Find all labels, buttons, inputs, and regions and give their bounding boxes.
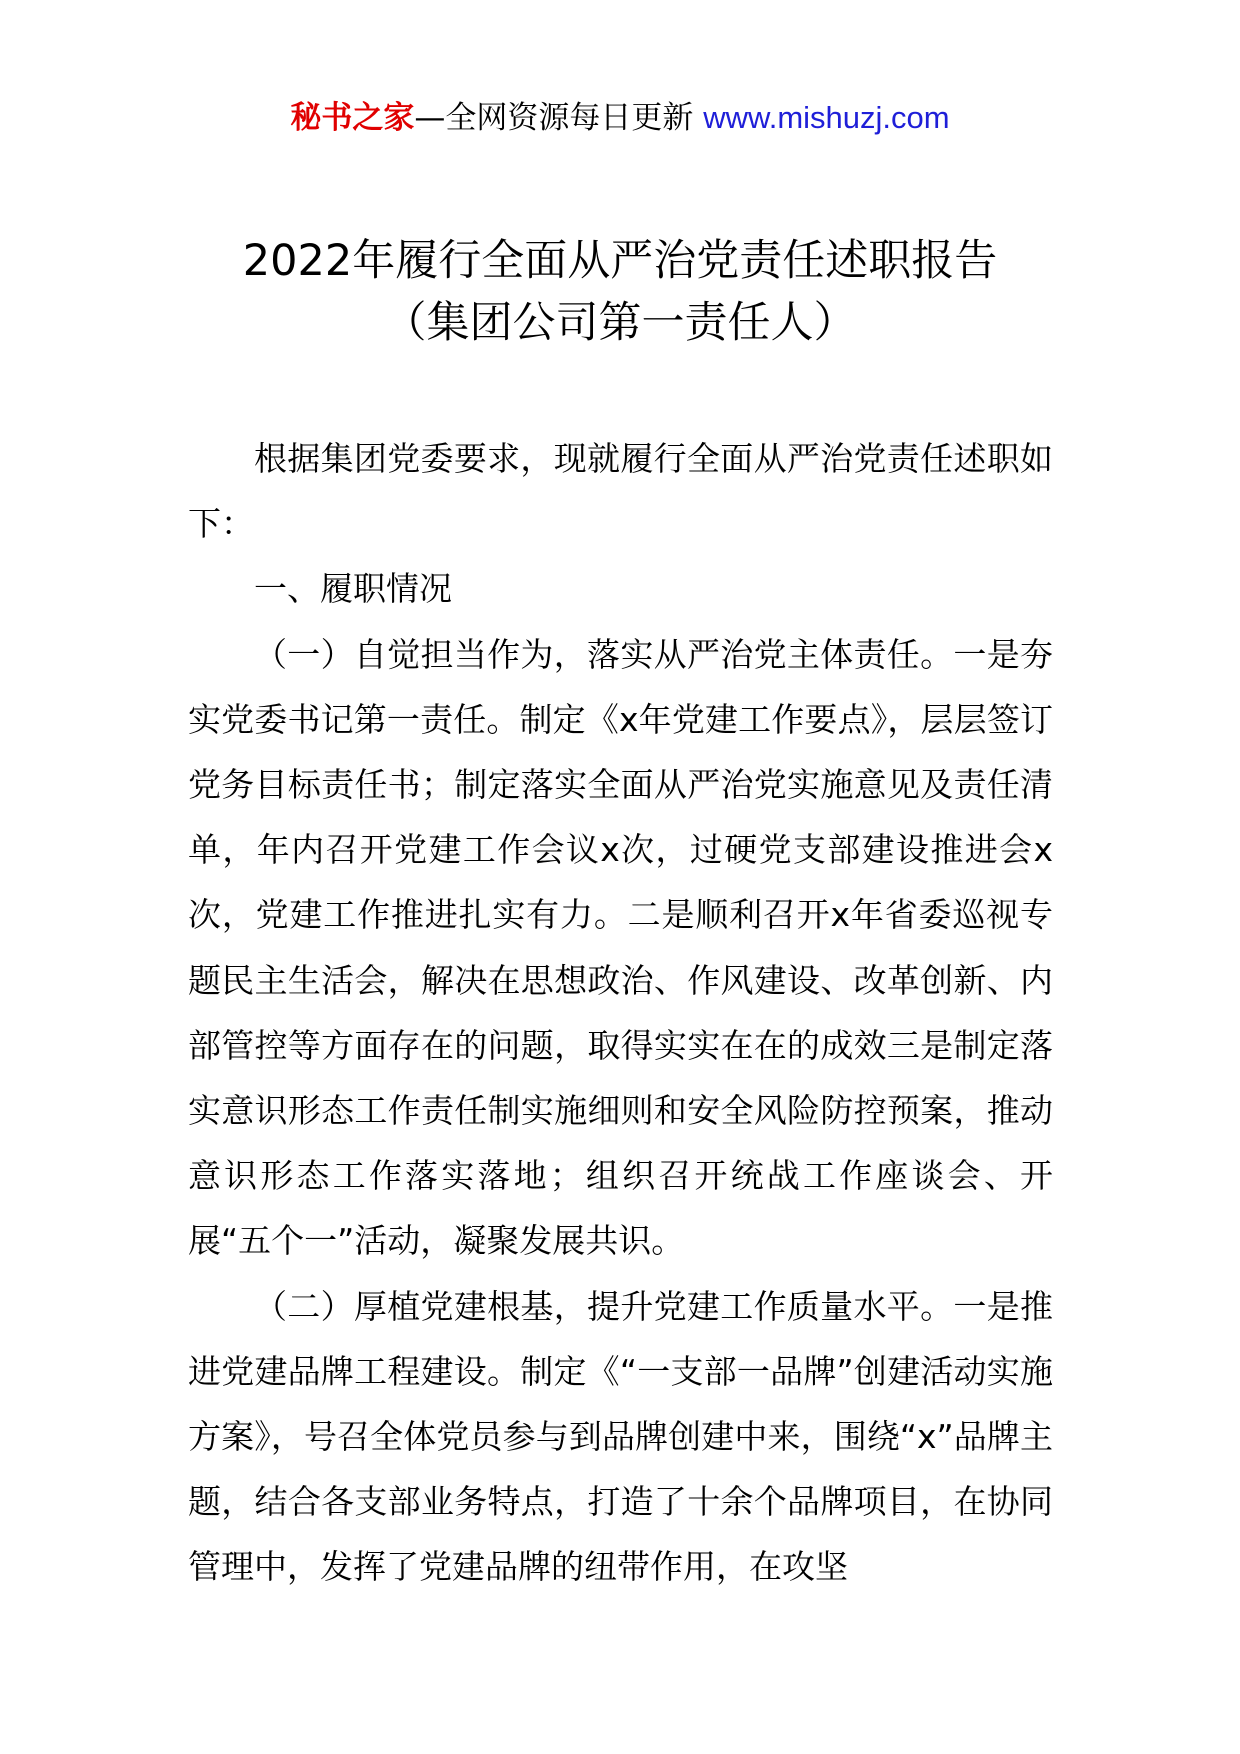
title-line-2: （集团公司第一责任人） — [383, 298, 857, 348]
site-header — [0, 98, 1240, 138]
intro-paragraph: 根据集团党委要求，现就履行全面从严治党责任述职如下： — [188, 439, 1053, 544]
site-brand: 秘书之家 — [290, 100, 415, 136]
site-url-link[interactable]: www.mishuzj.com — [703, 100, 950, 135]
paragraph-2: （二）厚植党建根基，提升党建工作质量水平。一是推进党建品牌工程建设。制定《“一支部一品牌”创建活动实施方案》，号召全体党员参与到品牌创建中来，围绕“x”品牌主题，结合各支部业务特点，打造了十余个品牌项目，在协同管理中，发挥了党建品牌的纽带作用，在攻坚 — [188, 1286, 1053, 1587]
site-tagline: —全网资源每日更新 — [414, 100, 694, 136]
section-heading: 一、履职情况 — [254, 569, 452, 609]
paragraph-1: （一）自觉担当作为，落实从严治党主体责任。一是夯实党委书记第一责任。制定《x年党建工作要点》，层层签订党务目标责任书；制定落实全面从严治党实施意见及责任清单，年内召开党建工作会议x次，过硬党支部建设推进会x次，党建工作推进扎实有力。二是顺利召开x年省委巡视专题民主生活会，解决在思想政治、作风建设、改革创新、内部管控等方面存在的问题，取得实实在在的成效三是制定落实意识形态工作责任制实施细则和安全风险防控预案，推动意识形态工作落实落地；组织召开统战工作座谈会、开展“五个一”活动，凝聚发展共识。 — [188, 634, 1053, 1261]
document-body — [188, 426, 1053, 1600]
document-title — [0, 230, 1240, 354]
title-line-1: 2022年履行全面从严治党责任述职报告 — [242, 236, 998, 286]
